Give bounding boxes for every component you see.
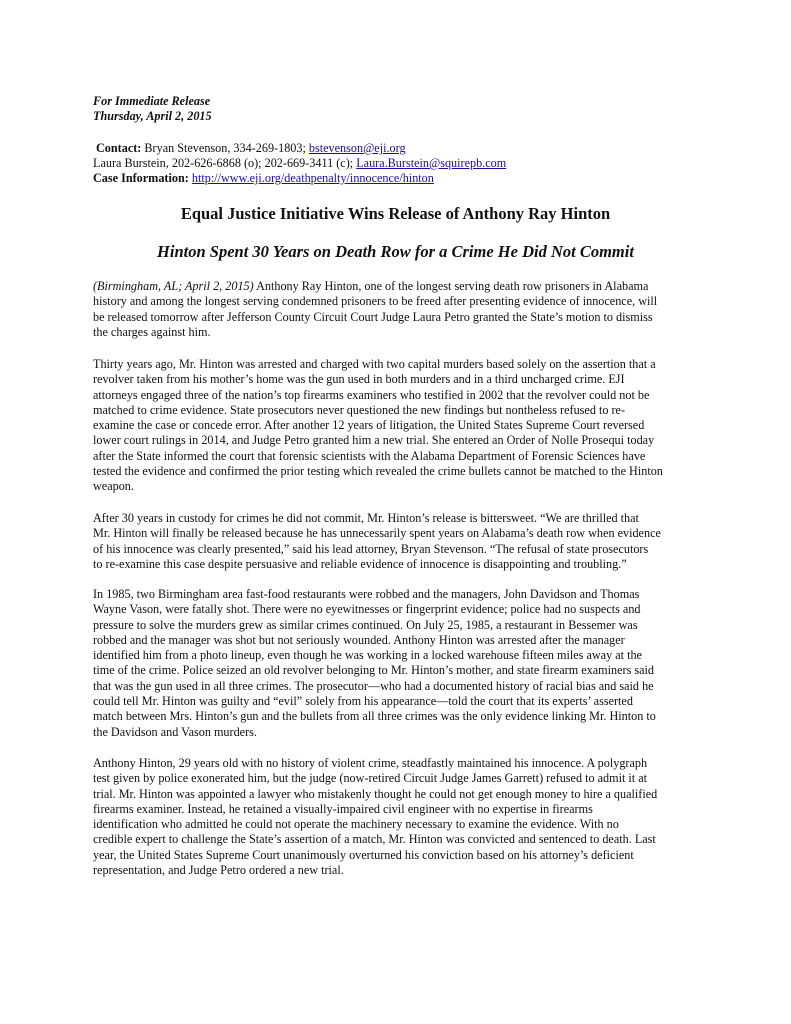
contact-line-1 <box>96 141 406 156</box>
paragraph-line: lower court rulings in 2014, and Judge Petro granted him a new trial. She entered an Order of Nolle Prosequi today <box>93 433 655 448</box>
paragraph-2 <box>93 357 703 495</box>
paragraph-line: weapon. <box>93 479 134 494</box>
paragraph-5 <box>93 756 703 878</box>
paragraph-line: credible expert to challenge the State’s assertion of a match, Mr. Hinton was convicted and sentenced to death. Last <box>93 832 656 847</box>
paragraph-line: identification who admitted he could not operate the machinery necessary to examine the evidence. With no <box>93 817 619 832</box>
paragraph-line: test given by police exonerated him, but the judge (now-retired Circuit Judge James Garrett) refused to admit it at <box>93 771 648 786</box>
paragraph-line: of his innocence was clearly presented,” said his lead attorney, Bryan Stevenson. “The refusal of state prosecutors <box>93 541 649 556</box>
paragraph-line: time of the crime. Police seized an old revolver belonging to Mr. Hinton’s mother, and state firearm examiners said <box>93 663 654 678</box>
paragraph-line: matched to crime evidence. State prosecutors never questioned the new findings but nontheless refused to re- <box>93 402 626 417</box>
case-info-label: Case Information: <box>93 171 189 185</box>
email-link-burstein[interactable]: Laura.Burstein@squirepb.com <box>356 156 507 170</box>
paragraph-line: Anthony Hinton, 29 years old with no history of violent crime, steadfastly maintained his innocence. A polygraph <box>93 756 648 770</box>
paragraph-line: could tell Mr. Hinton was guilty and “evil” solely from his appearance—told the court that its experts’ asserted <box>93 694 633 709</box>
paragraph-4 <box>93 587 703 740</box>
paragraph-line <box>93 279 703 294</box>
dateline: (Birmingham, AL; April 2, 2015) <box>93 279 254 293</box>
paragraph-line: Thirty years ago, Mr. Hinton was arrested and charged with two capital murders based solely on the assertion that a <box>93 357 656 371</box>
paragraph-line: Wayne Vason, were fatally shot. There were no eyewitnesses or fingerprint evidence; police had no suspects and <box>93 602 641 617</box>
paragraph-line: that was the gun used in all three crimes. The prosecutor—who had a documented history of racial bias and said he <box>93 678 654 693</box>
paragraph-1 <box>93 279 703 340</box>
paragraph-line: firearms examiner. Instead, he retained a visually-impaired civil engineer with no expertise in firearms <box>93 801 593 816</box>
contact-label: Contact: <box>96 141 142 155</box>
paragraph-line: examine the case or concede error. After another 12 years of litigation, the United States Supreme Court reversed <box>93 418 645 433</box>
paragraph-text: Anthony Ray Hinton, one of the longest serving death row prisoners in Alabama <box>253 279 649 293</box>
paragraph-line: the charges against him. <box>93 324 211 339</box>
release-date: Thursday, April 2, 2015 <box>93 109 212 123</box>
case-info-link[interactable]: http://www.eji.org/deathpenalty/innocence/hinton <box>191 171 434 185</box>
paragraph-line: to re-examine this case despite persuasive and reliable evidence of innocence is disappointing and troubling.” <box>93 556 627 571</box>
paragraph-line: attorneys engaged three of the nation’s top firearms examiners who testified in 2002 that the revolver could not be <box>93 387 650 402</box>
case-info-line <box>93 171 434 186</box>
paragraph-3 <box>93 511 703 572</box>
subheadline: Hinton Spent 30 Years on Death Row for a Crime He Did Not Commit <box>157 242 634 261</box>
paragraph-line: year, the United States Supreme Court unanimously overturned his conviction based on his attorney’s deficient <box>93 847 634 862</box>
paragraph-line: robbed and the manager was shot but not seriously wounded. Anthony Hinton was arrested after the manager <box>93 632 625 647</box>
paragraph-line: the Davidson and Vason murders. <box>93 724 257 739</box>
paragraph-line: tested the evidence and confirmed the prior testing which revealed the crime bullets cannot be matched to the Hinton <box>93 464 663 479</box>
paragraph-line: pressure to solve the murders grew as similar crimes continued. On July 25, 1985, a restaurant in Bessemer was <box>93 617 638 632</box>
paragraph-line: revolver taken from his mother’s home was the gun used in both murders and in a third uncharged crime. EJI <box>93 372 625 387</box>
paragraph-line: representation, and Judge Petro ordered a new trial. <box>93 863 344 878</box>
paragraph-line: Mr. Hinton will finally be released because he has unnecessarily spent years on Alabama’s death row when evidence <box>93 526 661 541</box>
paragraph-line: history and among the longest serving condemned prisoners to be freed after presenting evidence of innocence, will <box>93 294 658 309</box>
paragraph-line: In 1985, two Birmingham area fast-food restaurants were robbed and the managers, John Davidson and Thomas <box>93 587 640 601</box>
paragraph-line: after the State informed the court that forensic scientists with the Alabama Department of Forensic Sciences have <box>93 448 646 463</box>
contact-name-phone-2: Laura Burstein, 202-626-6868 (o); 202-669-3411 (c); <box>93 156 357 170</box>
contact-name-phone: Bryan Stevenson, 334-269-1803; <box>141 141 309 155</box>
paragraph-line: match between Mrs. Hinton’s gun and the bullets from all three crimes was the only evidence linking Mr. Hinton to <box>93 709 656 724</box>
paragraph-line: After 30 years in custody for crimes he did not commit, Mr. Hinton’s release is bittersweet. “We are thrilled that <box>93 511 639 525</box>
release-label: For Immediate Release <box>93 94 211 108</box>
paragraph-line: trial. Mr. Hinton was appointed a lawyer who mistakenly thought he could not get enough money to hire a qualified <box>93 786 658 801</box>
paragraph-line: identified him from a photo lineup, even though he was working in a locked warehouse fifteen miles away at the <box>93 648 642 663</box>
paragraph-line: be released tomorrow after Jefferson County Circuit Court Judge Laura Petro granted the State’s motion to dismiss <box>93 309 653 324</box>
headline: Equal Justice Initiative Wins Release of Anthony Ray Hinton <box>180 204 611 223</box>
contact-line-2 <box>93 156 506 171</box>
email-link-stevenson[interactable]: bstevenson@eji.org <box>308 141 406 155</box>
